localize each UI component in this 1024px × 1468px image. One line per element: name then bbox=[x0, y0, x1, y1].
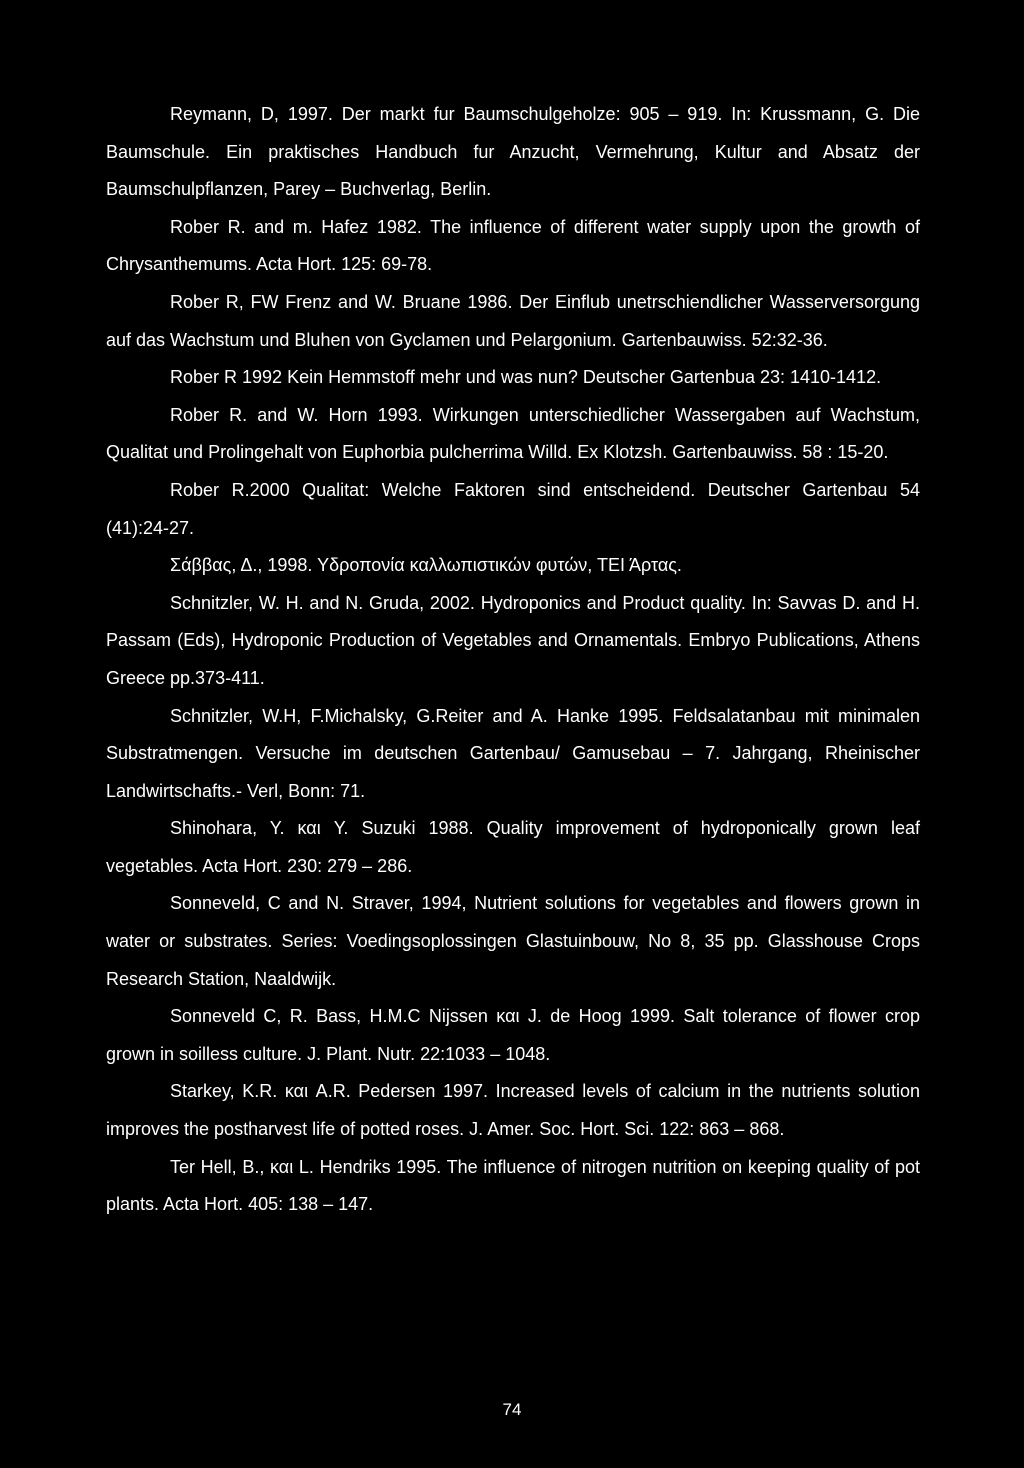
reference-entry: Sonneveld C, R. Bass, H.M.C Nijssen και J. de Hoog 1999. Salt tolerance of flower crop grown in soilless culture. J. Plant. Nutr. 22:1033 – 1048. bbox=[106, 1006, 920, 1064]
reference-entry: Rober R.2000 Qualitat: Welche Faktoren sind entscheidend. Deutscher Gartenbau 54 (41):24-27. bbox=[106, 479, 920, 538]
reference-entry: Rober R. and m. Hafez 1982. The influence of different water supply upon the growth of Chrysanthemums. Acta Hort. 125: 69-78. bbox=[106, 216, 920, 275]
reference-entry: Rober R, FW Frenz and W. Bruane 1986. Der Einflub unetrschiendlicher Wasserversorgung auf das Wachstum und Bluhen von Gyclamen und Pelargonium. Gartenbauwiss. 52:32-36. bbox=[106, 291, 920, 350]
reference-entry: Schnitzler, W.H, F.Michalsky, G.Reiter and A. Hanke 1995. Feldsalatanbau mit minimalen Substratmengen. Versuche im deutschen Gartenbau/ Gamusebau – 7. Jahrgang, Rheinischer Landwirtschafts.- Verl, Bonn: 71. bbox=[106, 705, 920, 801]
reference-entry: Shinohara, Y. και Y. Suzuki 1988. Quality improvement of hydroponically grown leaf vegetables. Acta Hort. 230: 279 – 286. bbox=[106, 818, 920, 876]
reference-entry: Schnitzler, W. H. and N. Gruda, 2002. Hydroponics and Product quality. In: Savvas D. and H. Passam (Eds), Hydroponic Production of Vegetables and Ornamentals. Embryo Publications, Athens Greece pp.373-411. bbox=[106, 592, 920, 688]
reference-entry: Rober R 1992 Kein Hemmstoff mehr und was nun? Deutscher Gartenbua 23: 1410-1412. bbox=[170, 367, 882, 388]
reference-entry: Ter Hell, B., και L. Hendriks 1995. The influence of nitrogen nutrition on keeping quality of pot plants. Acta Hort. 405: 138 – 147. bbox=[106, 1156, 920, 1215]
reference-entry: Σάββας, Δ., 1998. Υδροπονία καλλωπιστικών φυτών, ΤΕΙ Άρτας. bbox=[170, 555, 682, 576]
page-number: 74 bbox=[502, 1400, 522, 1419]
reference-entry: Rober R. and W. Horn 1993. Wirkungen unterschiedlicher Wassergaben auf Wachstum, Qualitat und Prolingehalt von Euphorbia pulcherrima Willd. Ex Klotzsh. Gartenbauwiss. 58 : 15-20. bbox=[106, 404, 920, 463]
reference-entry: Reymann, D, 1997. Der markt fur Baumschulgeholze: 905 – 919. In: Krussmann, G. Die Baumschule. Ein praktisches Handbuch fur Anzucht, Vermehrung, Kultur and Absatz der Baumschulpflanzen, Parey – Buchverlag, Berlin. bbox=[106, 104, 920, 200]
reference-entry: Sonneveld, C and N. Straver, 1994, Nutrient solutions for vegetables and flowers grown in water or substrates. Series: Voedingsoplossingen Glastuinbouw, No 8, 35 pp. Glasshouse Crops Research Station, Naaldwijk. bbox=[106, 893, 920, 989]
reference-list bbox=[106, 96, 920, 1224]
reference-entry: Starkey, K.R. και A.R. Pedersen 1997. Increased levels of calcium in the nutrients solution improves the postharvest life of potted roses. J. Amer. Soc. Hort. Sci. 122: 863 – 868. bbox=[106, 1081, 920, 1140]
